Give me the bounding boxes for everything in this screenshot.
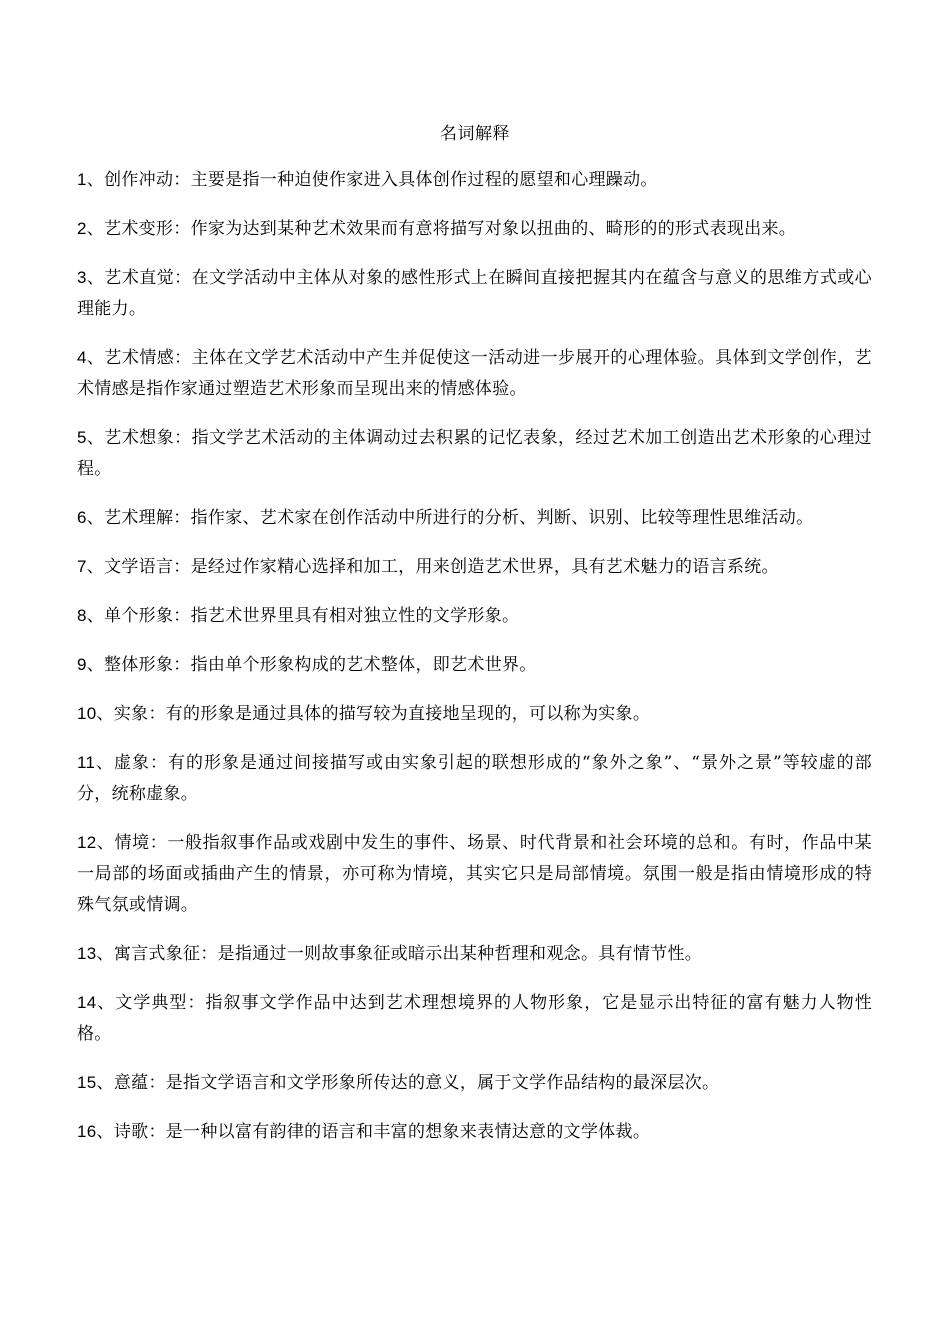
item-term: 艺术直觉 bbox=[104, 268, 175, 288]
item-term: 情境 bbox=[114, 833, 150, 853]
definition-item: 8、单个形象：指艺术世界里具有相对独立性的文学形象。 bbox=[77, 606, 520, 626]
definition-item: 6、艺术理解：指作家、艺术家在创作活动中所进行的分析、判断、识别、比较等理性思维活动。 bbox=[77, 508, 814, 528]
definition-item: 16、诗歌：是一种以富有韵律的语言和丰富的想象来表情达意的文学体裁。 bbox=[77, 1122, 651, 1142]
item-term: 诗歌 bbox=[113, 1122, 149, 1142]
item-text: 是一种以富有韵律的语言和丰富的想象来表情达意的文学体裁。 bbox=[165, 1122, 651, 1142]
item-text: 指由单个形象构成的艺术整体，即艺术世界。 bbox=[190, 655, 537, 675]
item-text: 是经过作家精心选择和加工，用来创造艺术世界，具有艺术魅力的语言系统。 bbox=[190, 557, 779, 577]
item-text: 是指通过一则故事象征或暗示出某种哲理和观念。具有情节性。 bbox=[217, 944, 703, 964]
item-number: 8 bbox=[77, 606, 87, 625]
definition-item: 13、寓言式象征：是指通过一则故事象征或暗示出某种哲理和观念。具有情节性。 bbox=[77, 944, 703, 964]
item-number: 15 bbox=[77, 1073, 97, 1092]
definition-item: 3、艺术直觉：在文学活动中主体从对象的感性形式上在瞬间直接把握其内在蕴含与意义的思维方式或心理能力。 bbox=[77, 268, 872, 319]
item-text: 作家为达到某种艺术效果而有意将描写对象以扭曲的、畸形的的形式表现出来。 bbox=[190, 219, 797, 239]
item-term: 寓言式象征 bbox=[113, 944, 201, 964]
item-number: 16 bbox=[77, 1122, 97, 1141]
item-term: 虚象 bbox=[113, 753, 150, 773]
item-text: 指叙事文学作品中达到艺术理想境界的人物形象，它是显示出特征的富有魅力人物性格。 bbox=[77, 993, 872, 1044]
item-text: 指文学艺术活动的主体调动过去积累的记忆表象，经过艺术加工创造出艺术形象的心理过程。 bbox=[77, 428, 872, 479]
page-title: 名词解释 bbox=[440, 124, 510, 144]
item-term: 艺术想象 bbox=[104, 428, 175, 448]
item-number: 10 bbox=[77, 704, 97, 723]
item-number: 13 bbox=[77, 944, 97, 963]
item-number: 14 bbox=[77, 993, 97, 1012]
item-term: 艺术理解 bbox=[104, 508, 174, 528]
item-number: 7 bbox=[77, 557, 87, 576]
definition-item: 5、艺术想象：指文学艺术活动的主体调动过去积累的记忆表象，经过艺术加工创造出艺术形象的心理过程。 bbox=[77, 428, 872, 479]
item-text: 有的形象是通过间接描写或由实象引起的联想形成的“象外之象”、“景外之景”等较虚的部分，统称虚象。 bbox=[77, 753, 872, 804]
item-term: 艺术情感 bbox=[104, 348, 175, 368]
item-text: 一般指叙事作品或戏剧中发生的事件、场景、时代背景和社会环境的总和。有时，作品中某一局部的场面或插曲产生的情景，亦可称为情境，其实它只是局部情境。氛围一般是指由情境形成的特殊气氛或情调。 bbox=[77, 833, 872, 915]
definition-list bbox=[77, 164, 872, 1165]
item-number: 9 bbox=[77, 655, 87, 674]
item-term: 创作冲动 bbox=[104, 170, 174, 190]
item-text: 有的形象是通过具体的描写较为直接地呈现的，可以称为实象。 bbox=[165, 704, 651, 724]
item-number: 2 bbox=[77, 219, 87, 238]
definition-item: 9、整体形象：指由单个形象构成的艺术整体，即艺术世界。 bbox=[77, 655, 537, 675]
definition-item: 11、虚象：有的形象是通过间接描写或由实象引起的联想形成的“象外之象”、“景外之景”等较虚的部分，统称虚象。 bbox=[77, 753, 872, 804]
item-text: 是指文学语言和文学形象所传达的意义，属于文学作品结构的最深层次。 bbox=[165, 1073, 720, 1093]
item-term: 实象 bbox=[113, 704, 149, 724]
item-number: 11 bbox=[77, 753, 96, 772]
item-text: 主体在文学艺术活动中产生并促使这一活动进一步展开的心理体验。具体到文学创作，艺术情感是指作家通过塑造艺术形象而呈现出来的情感体验。 bbox=[77, 348, 872, 399]
definition-item: 14、文学典型：指叙事文学作品中达到艺术理想境界的人物形象，它是显示出特征的富有魅力人物性格。 bbox=[77, 993, 872, 1044]
item-term: 意蕴 bbox=[113, 1073, 149, 1093]
definition-item: 10、实象：有的形象是通过具体的描写较为直接地呈现的，可以称为实象。 bbox=[77, 704, 651, 724]
item-term: 单个形象 bbox=[104, 606, 174, 626]
definition-item: 1、创作冲动：主要是指一种迫使作家进入具体创作过程的愿望和心理躁动。 bbox=[77, 170, 658, 190]
item-number: 3 bbox=[77, 268, 87, 287]
item-number: 1 bbox=[77, 170, 87, 189]
item-number: 12 bbox=[77, 833, 97, 852]
item-term: 文学典型 bbox=[115, 993, 188, 1013]
item-term: 艺术变形 bbox=[104, 219, 174, 239]
definition-item: 4、艺术情感：主体在文学艺术活动中产生并促使这一活动进一步展开的心理体验。具体到文学创作，艺术情感是指作家通过塑造艺术形象而呈现出来的情感体验。 bbox=[77, 348, 872, 399]
item-text: 指作家、艺术家在创作活动中所进行的分析、判断、识别、比较等理性思维活动。 bbox=[190, 508, 814, 528]
item-text: 指艺术世界里具有相对独立性的文学形象。 bbox=[190, 606, 520, 626]
item-term: 整体形象 bbox=[104, 655, 174, 675]
definition-item: 2、艺术变形：作家为达到某种艺术效果而有意将描写对象以扭曲的、畸形的的形式表现出来。 bbox=[77, 219, 797, 239]
item-text: 在文学活动中主体从对象的感性形式上在瞬间直接把握其内在蕴含与意义的思维方式或心理能力。 bbox=[77, 268, 872, 319]
item-number: 6 bbox=[77, 508, 87, 527]
definition-item: 15、意蕴：是指文学语言和文学形象所传达的意义，属于文学作品结构的最深层次。 bbox=[77, 1073, 720, 1093]
item-number: 4 bbox=[77, 348, 87, 367]
item-term: 文学语言 bbox=[104, 557, 174, 577]
definition-item: 7、文学语言：是经过作家精心选择和加工，用来创造艺术世界，具有艺术魅力的语言系统。 bbox=[77, 557, 779, 577]
item-text: 主要是指一种迫使作家进入具体创作过程的愿望和心理躁动。 bbox=[190, 170, 658, 190]
definition-item: 12、情境：一般指叙事作品或戏剧中发生的事件、场景、时代背景和社会环境的总和。有时，作品中某一局部的场面或插曲产生的情景，亦可称为情境，其实它只是局部情境。氛围一般是指由情境形成的特殊气氛或情调。 bbox=[77, 833, 872, 915]
item-number: 5 bbox=[77, 428, 87, 447]
